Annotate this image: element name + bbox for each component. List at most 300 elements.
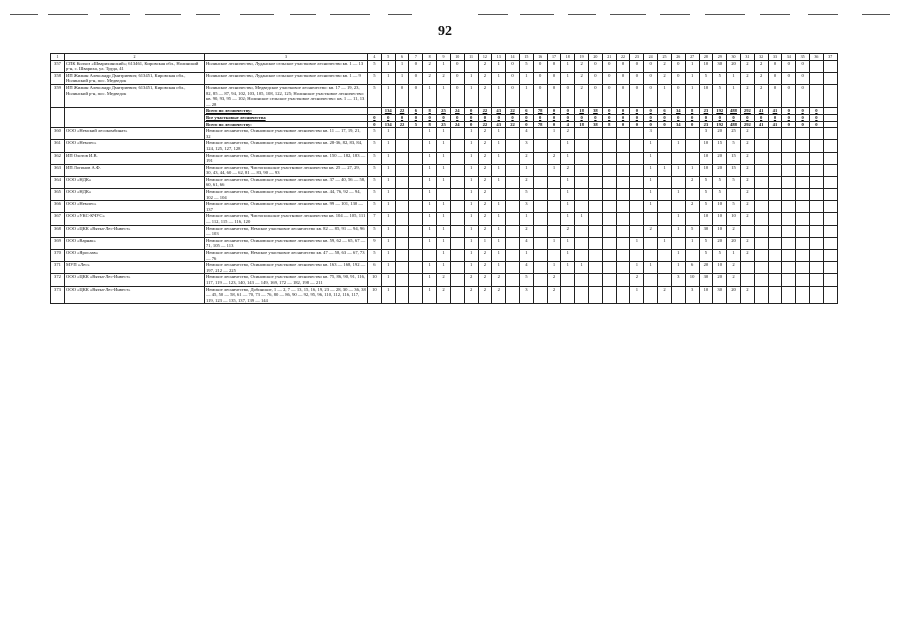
total-value-cell: 0: [437, 114, 451, 121]
value-cell: 5: [699, 72, 713, 84]
value-cell: [409, 274, 423, 286]
value-cell: [796, 152, 810, 164]
total-value-cell: 0: [768, 114, 782, 121]
value-cell: 1: [381, 274, 395, 286]
value-cell: [630, 213, 644, 225]
value-cell: [768, 201, 782, 213]
value-cell: [547, 225, 561, 237]
value-cell: [395, 213, 409, 225]
total-value-cell: 22: [506, 108, 520, 115]
column-number: 31: [740, 54, 754, 61]
value-cell: 1: [492, 262, 506, 274]
total-value-cell: 134: [381, 108, 395, 115]
forest-lease-table: [50, 53, 838, 304]
tenant-cell: МУП «Лес»: [65, 262, 205, 274]
value-cell: 1: [437, 237, 451, 249]
value-cell: 2: [658, 286, 672, 304]
total-value-cell: [823, 114, 837, 121]
value-cell: [616, 152, 630, 164]
value-cell: [644, 286, 658, 304]
total-value-cell: 0: [561, 114, 575, 121]
value-cell: 1: [492, 60, 506, 72]
value-cell: [589, 201, 603, 213]
total-value-cell: 0: [782, 108, 796, 115]
value-cell: [506, 140, 520, 152]
value-cell: 3: [519, 286, 533, 304]
value-cell: 1: [381, 225, 395, 237]
value-cell: 2: [740, 237, 754, 249]
value-cell: 1: [423, 140, 437, 152]
value-cell: [506, 225, 520, 237]
value-cell: 5: [727, 176, 741, 188]
table-row: [51, 201, 838, 213]
value-cell: 4: [519, 262, 533, 274]
value-cell: [409, 201, 423, 213]
value-cell: [575, 237, 589, 249]
value-cell: 1: [423, 128, 437, 140]
value-cell: [589, 237, 603, 249]
value-cell: 1: [478, 237, 492, 249]
total-value-cell: 0: [464, 114, 478, 121]
value-cell: 1: [644, 152, 658, 164]
column-number: 11: [464, 54, 478, 61]
value-cell: 1: [561, 176, 575, 188]
value-cell: 1: [395, 60, 409, 72]
total-value-cell: 0: [644, 121, 658, 128]
value-cell: [810, 274, 824, 286]
total-value-cell: 78: [533, 108, 547, 115]
value-cell: 2: [740, 189, 754, 201]
value-cell: 2: [478, 274, 492, 286]
value-cell: [616, 286, 630, 304]
total-value-cell: 0: [423, 114, 437, 121]
total-value-cell: 43: [492, 108, 506, 115]
value-cell: [768, 250, 782, 262]
column-number: 36: [810, 54, 824, 61]
value-cell: [754, 237, 768, 249]
value-cell: 0: [395, 84, 409, 107]
column-number: 14: [506, 54, 520, 61]
row-number: 367: [51, 213, 65, 225]
value-cell: 2: [478, 72, 492, 84]
tenant-cell: ООО «НДК»: [65, 176, 205, 188]
value-cell: [630, 225, 644, 237]
value-cell: [782, 213, 796, 225]
value-cell: 2: [740, 250, 754, 262]
value-cell: 1: [671, 140, 685, 152]
value-cell: [658, 152, 672, 164]
value-cell: [589, 128, 603, 140]
value-cell: [658, 213, 672, 225]
value-cell: [685, 140, 699, 152]
value-cell: 5: [685, 225, 699, 237]
value-cell: 1: [685, 72, 699, 84]
table-row: [51, 286, 838, 304]
value-cell: 1: [464, 164, 478, 176]
value-cell: 2: [437, 274, 451, 286]
value-cell: [395, 237, 409, 249]
value-cell: [409, 164, 423, 176]
total-value-cell: 0: [630, 114, 644, 121]
value-cell: 10: [713, 213, 727, 225]
value-cell: 5: [713, 84, 727, 107]
value-cell: [450, 250, 464, 262]
value-cell: 0: [616, 72, 630, 84]
value-cell: 0: [547, 84, 561, 107]
scan-edge-marks: [0, 0, 905, 30]
value-cell: [768, 140, 782, 152]
tenant-cell: ООО «УКС-КЧУС»: [65, 213, 205, 225]
value-cell: [589, 286, 603, 304]
location-cell: Нолинское лесничество, Луданское сельское участковое лесничество кв. 1 — 9: [205, 72, 368, 84]
value-cell: [589, 176, 603, 188]
value-cell: 1: [464, 72, 478, 84]
value-cell: [810, 60, 824, 72]
row-number: 371: [51, 262, 65, 274]
value-cell: 1: [492, 72, 506, 84]
total-value-cell: 8: [423, 108, 437, 115]
total-value-cell: 43: [492, 121, 506, 128]
value-cell: 0: [644, 72, 658, 84]
total-value-cell: 0: [644, 108, 658, 115]
value-cell: [754, 189, 768, 201]
value-cell: 2: [740, 213, 754, 225]
value-cell: 1: [464, 262, 478, 274]
value-cell: [823, 213, 837, 225]
location-cell: Немское лесничество, Осиновское участковое лесничество кв. 37 — 40, 56 — 58, 60, 61, 66: [205, 176, 368, 188]
value-cell: 2: [478, 250, 492, 262]
value-cell: [533, 286, 547, 304]
value-cell: [671, 176, 685, 188]
total-value-cell: 0: [630, 121, 644, 128]
value-cell: 3: [519, 140, 533, 152]
value-cell: 15: [713, 140, 727, 152]
value-cell: [796, 128, 810, 140]
value-cell: [575, 176, 589, 188]
total-value-cell: 8: [423, 121, 437, 128]
value-cell: [768, 262, 782, 274]
value-cell: [450, 274, 464, 286]
total-value-cell: 23: [699, 108, 713, 115]
value-cell: 2: [478, 286, 492, 304]
value-cell: 10: [699, 84, 713, 107]
value-cell: 1: [658, 164, 672, 176]
tenant-cell: ООО «ЦКК «Вятка-Лес-Инвест»: [65, 286, 205, 304]
value-cell: [533, 250, 547, 262]
value-cell: [602, 262, 616, 274]
tenant-cell: ООО «Варнак»: [65, 237, 205, 249]
value-cell: [409, 286, 423, 304]
value-cell: [685, 128, 699, 140]
value-cell: 1: [630, 262, 644, 274]
value-cell: 0: [602, 60, 616, 72]
value-cell: 10: [699, 286, 713, 304]
value-cell: [589, 152, 603, 164]
value-cell: 4: [519, 128, 533, 140]
value-cell: 2: [740, 164, 754, 176]
value-cell: [575, 140, 589, 152]
value-cell: 10: [368, 274, 382, 286]
value-cell: [547, 213, 561, 225]
value-cell: 1: [423, 164, 437, 176]
value-cell: 2: [740, 286, 754, 304]
total-value-cell: 23: [699, 121, 713, 128]
value-cell: 2: [478, 140, 492, 152]
value-cell: 10: [368, 286, 382, 304]
value-cell: [602, 274, 616, 286]
value-cell: [506, 164, 520, 176]
value-cell: 5: [519, 274, 533, 286]
value-cell: 0: [409, 72, 423, 84]
total-value-cell: 0: [381, 114, 395, 121]
totals-row: [51, 108, 838, 115]
row-number: 357: [51, 60, 65, 72]
value-cell: 5: [368, 140, 382, 152]
value-cell: 2: [740, 72, 754, 84]
total-value-cell: 0: [713, 114, 727, 121]
value-cell: 30: [713, 60, 727, 72]
value-cell: [630, 176, 644, 188]
location-cell: Немское лесничество, Осиновское участковое лесничество кв. 11 — 17, 19, 21, 32: [205, 128, 368, 140]
value-cell: [589, 250, 603, 262]
value-cell: 0: [796, 72, 810, 84]
row-number: 365: [51, 189, 65, 201]
value-cell: [533, 189, 547, 201]
value-cell: 1: [671, 225, 685, 237]
value-cell: 2: [464, 286, 478, 304]
total-value-cell: 78: [533, 121, 547, 128]
total-value-cell: 8: [685, 108, 699, 115]
value-cell: [685, 213, 699, 225]
value-cell: [450, 164, 464, 176]
value-cell: [754, 201, 768, 213]
value-cell: [658, 201, 672, 213]
total-value-cell: [368, 108, 382, 115]
value-cell: 5: [699, 237, 713, 249]
value-cell: 1: [423, 213, 437, 225]
column-number: 34: [782, 54, 796, 61]
value-cell: [575, 250, 589, 262]
column-number-row: [51, 54, 838, 61]
tenant-cell: ООО «Немлес»: [65, 140, 205, 152]
value-cell: 5: [699, 189, 713, 201]
totals-label: Все участковые лесничества: [205, 114, 368, 121]
value-cell: [506, 286, 520, 304]
value-cell: [768, 176, 782, 188]
column-number: 4: [368, 54, 382, 61]
total-value-cell: 34: [671, 121, 685, 128]
total-value-cell: 0: [810, 108, 824, 115]
value-cell: 0: [644, 84, 658, 107]
value-cell: [561, 286, 575, 304]
value-cell: 1: [381, 72, 395, 84]
value-cell: [602, 140, 616, 152]
value-cell: [782, 201, 796, 213]
value-cell: 1: [658, 237, 672, 249]
value-cell: [810, 84, 824, 107]
value-cell: 1: [685, 84, 699, 107]
value-cell: 5: [368, 176, 382, 188]
value-cell: [395, 286, 409, 304]
value-cell: [589, 225, 603, 237]
value-cell: [754, 262, 768, 274]
value-cell: [754, 128, 768, 140]
row-number: 364: [51, 176, 65, 188]
value-cell: [754, 286, 768, 304]
value-cell: 30: [699, 274, 713, 286]
value-cell: 2: [478, 213, 492, 225]
blank-cell: [65, 108, 205, 128]
location-cell: Немское лесничество, Осиновское участковое лесничество кв. 163 — 168, 192 — 197, 212 — 225: [205, 262, 368, 274]
column-number: 27: [685, 54, 699, 61]
tenant-cell: ООО «Немский лесокомбинат»: [65, 128, 205, 140]
value-cell: [533, 128, 547, 140]
total-value-cell: 0: [547, 114, 561, 121]
value-cell: [533, 262, 547, 274]
value-cell: 5: [713, 72, 727, 84]
value-cell: [796, 237, 810, 249]
value-cell: 5: [368, 189, 382, 201]
value-cell: 2: [727, 225, 741, 237]
value-cell: 1: [561, 140, 575, 152]
table-row: [51, 128, 838, 140]
value-cell: [409, 152, 423, 164]
total-value-cell: 6: [658, 108, 672, 115]
value-cell: 1: [644, 262, 658, 274]
value-cell: [533, 152, 547, 164]
value-cell: 20: [727, 237, 741, 249]
value-cell: 1: [519, 164, 533, 176]
column-number: 1: [51, 54, 65, 61]
value-cell: [395, 274, 409, 286]
value-cell: 1: [547, 128, 561, 140]
value-cell: 2: [478, 262, 492, 274]
value-cell: [616, 250, 630, 262]
column-number: 23: [630, 54, 644, 61]
total-value-cell: 0: [796, 114, 810, 121]
column-number: 12: [478, 54, 492, 61]
value-cell: [616, 201, 630, 213]
value-cell: 2: [740, 84, 754, 107]
tenant-cell: СПК Колхоз «Шварихинский»; 613461, Кировская обл., Нолинский р-н, с. Швариха, ул. Труда, 41: [65, 60, 205, 72]
value-cell: [810, 189, 824, 201]
value-cell: [671, 201, 685, 213]
value-cell: 2: [423, 72, 437, 84]
total-value-cell: 0: [796, 108, 810, 115]
value-cell: 1: [671, 262, 685, 274]
value-cell: 2: [437, 286, 451, 304]
column-number: 8: [423, 54, 437, 61]
value-cell: 1: [547, 262, 561, 274]
value-cell: 1: [437, 262, 451, 274]
value-cell: 1: [437, 84, 451, 107]
column-number: 3: [205, 54, 368, 61]
value-cell: [506, 262, 520, 274]
table-row: [51, 164, 838, 176]
value-cell: 30: [713, 286, 727, 304]
column-number: 29: [713, 54, 727, 61]
value-cell: [768, 274, 782, 286]
total-value-cell: 488: [727, 121, 741, 128]
value-cell: [685, 250, 699, 262]
value-cell: [630, 201, 644, 213]
column-number: 33: [768, 54, 782, 61]
value-cell: 1: [423, 189, 437, 201]
value-cell: 10: [727, 213, 741, 225]
value-cell: 0: [506, 72, 520, 84]
total-value-cell: 38: [589, 121, 603, 128]
value-cell: 2: [492, 286, 506, 304]
value-cell: [796, 250, 810, 262]
value-cell: 2: [658, 60, 672, 72]
value-cell: [782, 140, 796, 152]
value-cell: 3: [671, 274, 685, 286]
value-cell: 1: [381, 164, 395, 176]
value-cell: 1: [437, 213, 451, 225]
value-cell: 1: [464, 213, 478, 225]
column-number: 19: [575, 54, 589, 61]
value-cell: [823, 286, 837, 304]
row-number: 369: [51, 237, 65, 249]
value-cell: 1: [423, 225, 437, 237]
value-cell: [395, 128, 409, 140]
total-value-cell: 0: [589, 114, 603, 121]
total-value-cell: 22: [395, 108, 409, 115]
value-cell: [768, 213, 782, 225]
value-cell: 1: [519, 213, 533, 225]
value-cell: [616, 225, 630, 237]
value-cell: [796, 140, 810, 152]
value-cell: 0: [409, 60, 423, 72]
value-cell: [547, 189, 561, 201]
value-cell: [782, 262, 796, 274]
value-cell: 1: [492, 128, 506, 140]
value-cell: [810, 262, 824, 274]
value-cell: 1: [561, 213, 575, 225]
tenant-cell: ИП Жижин Александр Дмитриевич; 613451, Кировская обл., Нолинский р-н, пос. Медведок: [65, 72, 205, 84]
value-cell: [395, 176, 409, 188]
value-cell: 1: [644, 164, 658, 176]
value-cell: [823, 164, 837, 176]
value-cell: [782, 286, 796, 304]
value-cell: [768, 164, 782, 176]
value-cell: [823, 201, 837, 213]
value-cell: [768, 189, 782, 201]
value-cell: 1: [547, 237, 561, 249]
location-cell: Нолинское лесничество, Луданское сельское участковое лесничество кв. 1 — 13: [205, 60, 368, 72]
value-cell: 20: [727, 286, 741, 304]
value-cell: 0: [533, 72, 547, 84]
tenant-cell: ИП Логинов А.Ф.: [65, 164, 205, 176]
value-cell: 15: [727, 152, 741, 164]
value-cell: 1: [381, 84, 395, 107]
total-value-cell: 18: [575, 108, 589, 115]
value-cell: 20: [699, 262, 713, 274]
location-cell: Немское лесничество, Осиновское участковое лесничество кв. 44, 76, 92 — 94, 102 — 104: [205, 189, 368, 201]
value-cell: [658, 262, 672, 274]
value-cell: 20: [713, 274, 727, 286]
value-cell: [658, 274, 672, 286]
total-value-cell: 0: [671, 114, 685, 121]
value-cell: 0: [630, 60, 644, 72]
total-value-cell: 41: [768, 121, 782, 128]
location-cell: Немское лесничество, Чистопольское участковое лесничество кв. 104 — 105, 111 — 112, 115 — 116, 120: [205, 213, 368, 225]
value-cell: [823, 72, 837, 84]
value-cell: [810, 72, 824, 84]
value-cell: [575, 274, 589, 286]
total-value-cell: [823, 121, 837, 128]
value-cell: [533, 213, 547, 225]
